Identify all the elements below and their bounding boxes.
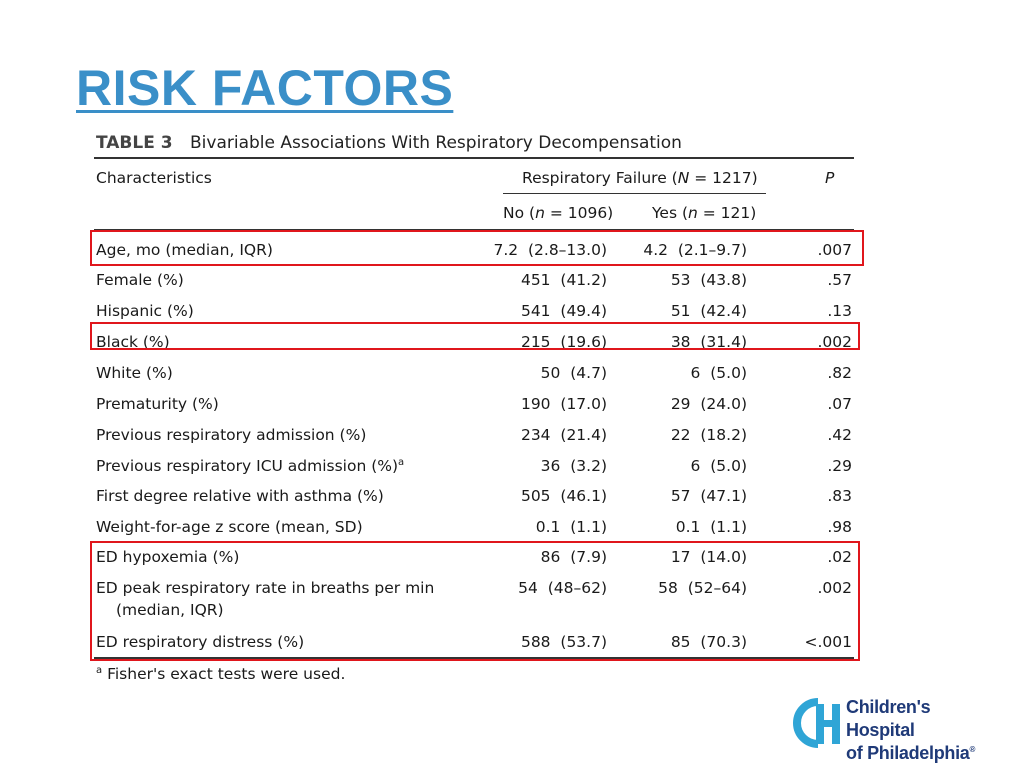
row-label-text: ED respiratory distress (%): [96, 633, 305, 651]
row-label-text: Previous respiratory ICU admission (%): [96, 457, 399, 475]
row-p-value: .002: [817, 579, 852, 597]
chop-logo: [790, 694, 1000, 763]
chop-logo-text: [846, 696, 1000, 765]
logo-line2: of Philadelphia: [846, 743, 970, 763]
slide-title: RISK FACTORS: [76, 60, 454, 116]
row-label: [96, 394, 219, 414]
chop-logo-mark-icon: [790, 694, 844, 750]
row-label-text: ED peak respiratory rate in breaths per min: [96, 579, 435, 597]
footnote: [96, 665, 345, 683]
row-label-text: Age, mo (median, IQR): [96, 241, 273, 259]
row-label-continuation: (median, IQR): [116, 601, 224, 619]
row-yes-value: 51 (42.4): [670, 302, 747, 320]
row-p-value: .98: [827, 518, 852, 536]
row-no-value: 451 (41.2): [520, 271, 607, 289]
row-no-value: 505 (46.1): [520, 487, 607, 505]
row-label: [96, 517, 363, 537]
row-label-text: ED hypoxemia (%): [96, 548, 240, 566]
row-no-value: 36 (3.2): [540, 457, 607, 475]
row-yes-value: 58 (52–64): [658, 579, 747, 597]
row-label-text: White (%): [96, 364, 173, 382]
row-no-value: 234 (21.4): [520, 426, 607, 444]
highlight-ed: [90, 541, 860, 661]
table-label: TABLE 3: [96, 133, 173, 153]
row-p-value: .007: [817, 241, 852, 259]
table-caption: [96, 132, 682, 154]
row-label: [96, 425, 366, 445]
row-p-value: <.001: [804, 633, 852, 651]
row-no-value: 7.2 (2.8–13.0): [493, 241, 607, 259]
row-no-value: 190 (17.0): [520, 395, 607, 413]
row-yes-value: 6 (5.0): [690, 364, 747, 382]
table-caption-text: Bivariable Associations With Respiratory Decompensation: [190, 133, 682, 153]
row-label: [96, 301, 194, 321]
header-p: [825, 168, 834, 188]
row-label: [96, 363, 173, 383]
row-p-value: .002: [817, 333, 852, 351]
header-yes: Yes (n = 121): [652, 204, 757, 222]
row-label-text: Weight-for-age z score (mean, SD): [96, 518, 363, 536]
row-p-value: .42: [827, 426, 852, 444]
row-label-text: Previous respiratory admission (%): [96, 426, 367, 444]
row-yes-value: 57 (47.1): [670, 487, 747, 505]
highlight-black: [90, 322, 860, 350]
logo-mark: ®: [969, 745, 976, 754]
row-yes-value: 4.2 (2.1–9.7): [643, 241, 747, 259]
logo-line2-wrap: [846, 742, 1000, 765]
header-characteristics: Characteristics: [96, 169, 212, 187]
row-no-value: 50 (4.7): [540, 364, 607, 382]
row-label: [96, 486, 384, 506]
row-yes-value: 29 (24.0): [670, 395, 747, 413]
row-no-value: 541 (49.4): [520, 302, 607, 320]
row-label-text: Black (%): [96, 333, 170, 351]
row-label: [96, 456, 404, 476]
row-yes-value: 53 (43.8): [670, 271, 747, 289]
row-label-text: Female (%): [96, 271, 184, 289]
footnote-marker: a: [96, 664, 103, 676]
row-yes-value: 38 (31.4): [670, 333, 747, 351]
row-label-text: Hispanic (%): [96, 302, 194, 320]
row-yes-value: 17 (14.0): [670, 548, 747, 566]
row-p-value: .82: [827, 364, 852, 382]
logo-line1: Children's Hospital: [846, 697, 931, 740]
row-no-value: 588 (53.7): [520, 633, 607, 651]
row-no-value: 215 (19.6): [520, 333, 607, 351]
header-group: Respiratory Failure (N = 1217): [522, 169, 758, 187]
row-p-value: .13: [827, 302, 852, 320]
row-p-value: .29: [827, 457, 852, 475]
row-p-value: .83: [827, 487, 852, 505]
row-no-value: 54 (48–62): [518, 579, 607, 597]
footnote-text: Fisher's exact tests were used.: [107, 665, 346, 683]
row-p-value: .07: [827, 395, 852, 413]
header-p-text: P: [825, 169, 835, 187]
row-label-text: Prematurity (%): [96, 395, 219, 413]
row-yes-value: 6 (5.0): [690, 457, 747, 475]
row-p-value: .57: [827, 271, 852, 289]
row-label-sup: a: [398, 456, 405, 468]
group-rule: [503, 193, 766, 194]
row-label-text: First degree relative with asthma (%): [96, 487, 384, 505]
top-rule: [94, 157, 854, 159]
row-no-value: 86 (7.9): [540, 548, 607, 566]
header-no: No (n = 1096): [503, 204, 614, 222]
row-yes-value: 22 (18.2): [670, 426, 747, 444]
row-yes-value: 0.1 (1.1): [675, 518, 747, 536]
row-no-value: 0.1 (1.1): [535, 518, 607, 536]
highlight-age: [90, 230, 864, 266]
row-p-value: .02: [827, 548, 852, 566]
row-label: [96, 270, 184, 290]
row-yes-value: 85 (70.3): [670, 633, 747, 651]
